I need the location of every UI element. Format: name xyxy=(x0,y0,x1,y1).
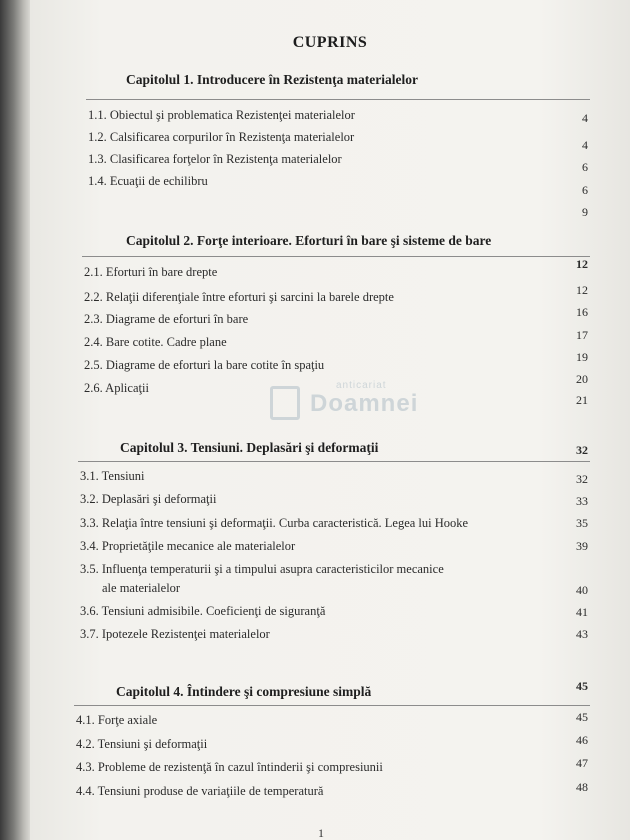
chapter-2-title: Capitolul 2. Forţe interioare. Eforturi în bare şi sisteme de bare xyxy=(126,233,492,248)
toc-entry-1-4: 1.4. Ecuaţii de echilibru xyxy=(88,174,208,188)
chapter-1-title: Capitolul 1. Introducere în Rezistenţa materialelor xyxy=(126,72,418,87)
toc-page-1-2: 4 xyxy=(582,138,588,152)
toc-entry-4-1: 4.1. Forţe axiale xyxy=(76,713,158,727)
toc-entry-1-2: 1.2. Calsificarea corpurilor în Rezistenţa materialelor xyxy=(88,130,355,144)
toc-entry-3-5-cont: ale materialelor xyxy=(102,581,181,595)
toc-page-2-6: 21 xyxy=(576,393,588,407)
toc-page-3-1: 32 xyxy=(576,472,588,486)
chapter-3-page: 32 xyxy=(576,443,588,457)
toc-page-3-5: 40 xyxy=(576,583,588,597)
toc-page-2-1: 12 xyxy=(576,283,588,297)
document-page xyxy=(30,0,630,840)
toc-entry-3-1: 3.1. Tensiuni xyxy=(80,469,145,483)
toc-entry-3-5: 3.5. Influenţa temperaturii şi a timpului asupra caracteristicilor mecanice xyxy=(80,562,444,576)
toc-page-4-2: 46 xyxy=(576,733,588,747)
chapter-4-rule xyxy=(74,705,590,706)
toc-entry-2-2: 2.2. Relaţii diferenţiale între eforturi şi sarcini la barele drepte xyxy=(84,290,394,304)
toc-entry-3-3: 3.3. Relaţia între tensiuni şi deformaţii. Curba caracteristică. Legea lui Hooke xyxy=(80,516,469,530)
chapter-4-title: Capitolul 4. Întindere şi compresiune simplă xyxy=(116,684,372,699)
toc-page-3-3: 35 xyxy=(576,516,588,530)
toc-page-4-4: 48 xyxy=(576,780,588,794)
toc-entry-4-2: 4.2. Tensiuni şi deformaţii xyxy=(76,737,208,751)
toc-page-3-7: 43 xyxy=(576,627,588,641)
toc-page-3-4: 39 xyxy=(576,539,588,553)
chapter-1-rule xyxy=(86,99,590,100)
toc-entry-1-3: 1.3. Clasificarea forţelor în Rezistenţa materialelor xyxy=(88,152,342,166)
book-spine-shadow xyxy=(0,0,30,840)
page-title: CUPRINS xyxy=(292,34,368,51)
toc-page-4-3: 47 xyxy=(576,756,588,770)
chapter-4-page: 45 xyxy=(576,679,588,693)
watermark-big-text: Doamnei xyxy=(310,390,419,417)
toc-entry-3-2: 3.2. Deplasări şi deformaţii xyxy=(80,492,217,506)
toc-entry-2-4: 2.4. Bare cotite. Cadre plane xyxy=(84,335,227,349)
toc-entry-3-4: 3.4. Proprietăţile mecanice ale materialelor xyxy=(80,539,296,553)
chapter-3-rule xyxy=(78,461,590,462)
toc-entry-2-6: 2.6. Aplicaţii xyxy=(84,381,149,395)
toc-page-1-5: 9 xyxy=(582,205,588,219)
toc-entry-3-6: 3.6. Tensiuni admisibile. Coeficienţi de siguranţă xyxy=(80,604,326,618)
toc-entry-2-1: 2.1. Eforturi în bare drepte xyxy=(84,265,218,279)
toc-page-4-1: 45 xyxy=(576,710,588,724)
watermark-logo xyxy=(270,380,430,424)
toc-entry-3-7: 3.7. Ipotezele Rezistenţei materialelor xyxy=(80,627,270,641)
toc-page-1-3: 6 xyxy=(582,160,588,174)
toc-page-3-2: 33 xyxy=(576,494,588,508)
toc-page-2-4: 19 xyxy=(576,350,588,364)
chapter-2-page: 12 xyxy=(576,257,588,271)
toc-page-1-4: 6 xyxy=(582,183,588,197)
toc-page-2-2: 16 xyxy=(576,305,588,319)
toc-entry-4-3: 4.3. Probleme de rezistenţă în cazul întinderii şi compresiunii xyxy=(76,760,383,774)
chapter-2-rule xyxy=(82,256,590,257)
watermark-book-icon xyxy=(270,386,300,420)
toc-entry-1-1: 1.1. Obiectul şi problematica Rezistenţei materialelor xyxy=(88,108,355,122)
toc-page-2-5: 20 xyxy=(576,372,588,386)
page-number: 1 xyxy=(318,826,324,840)
toc-entry-2-5: 2.5. Diagrame de eforturi la bare cotite în spaţiu xyxy=(84,358,325,372)
toc-entry-4-4: 4.4. Tensiuni produse de variaţiile de temperatură xyxy=(76,784,324,798)
toc-page-2-3: 17 xyxy=(576,328,588,342)
toc-entry-2-3: 2.3. Diagrame de eforturi în bare xyxy=(84,312,249,326)
toc-page-1-1: 4 xyxy=(582,111,588,125)
toc-page-3-6: 41 xyxy=(576,605,588,619)
chapter-3-title: Capitolul 3. Tensiuni. Deplasări şi deformaţii xyxy=(120,440,379,455)
watermark-small-text: anticariat xyxy=(336,380,387,391)
